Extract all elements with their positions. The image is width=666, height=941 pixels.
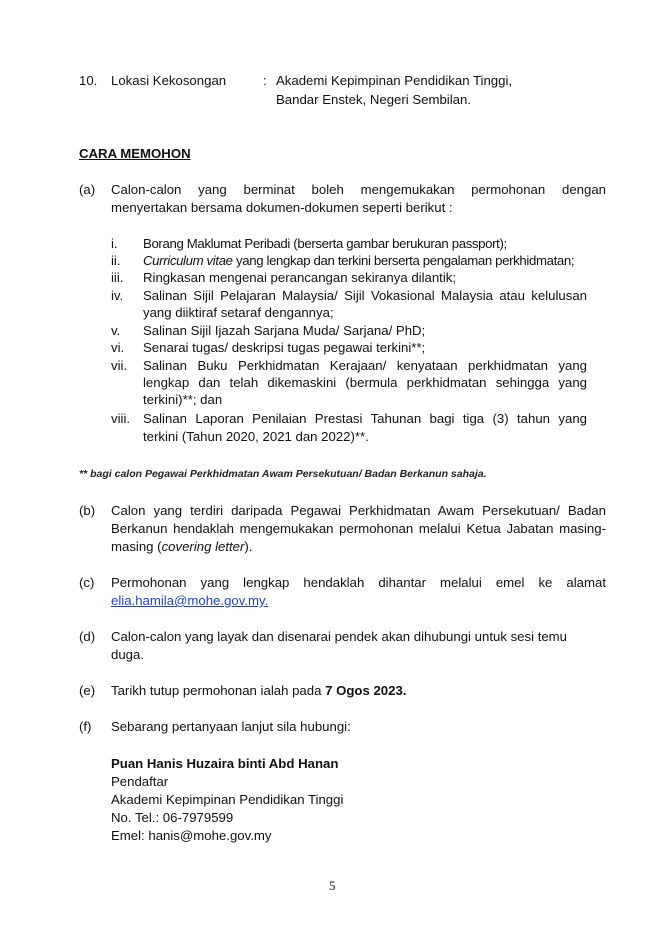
subitem-num: iii. xyxy=(111,270,124,285)
subitem-num: vi. xyxy=(111,340,125,355)
subitem-text: lengkap dan telah dikemaskini (bermula perkhidmatan sehingga yang xyxy=(143,375,587,390)
subitem-num: i. xyxy=(111,236,118,251)
item-a-line2: menyertakan bersama dokumen-dokumen seperti berikut : xyxy=(111,200,453,215)
subitem-italic: Curriculum vitae xyxy=(143,253,233,268)
subitem-text: Salinan Sijil Pelajaran Malaysia/ Sijil Vokasional Malaysia atau kelulusan xyxy=(143,288,587,303)
footnote xyxy=(79,466,487,483)
item-a-marker: (a) xyxy=(79,182,96,197)
subitem-rest: yang lengkap dan terkini berserta pengalaman perkhidmatan; xyxy=(232,253,575,268)
item-d-marker: (d) xyxy=(79,629,96,644)
subitem-text: Salinan Sijil Ijazah Sarjana Muda/ Sarjana/ PhD; xyxy=(143,323,426,338)
item-b-line1: Calon yang terdiri daripada Pegawai Perkhidmatan Awam Persekutuan/ Badan xyxy=(111,503,606,518)
item-a-line1: Calon-calon yang berminat boleh mengemukakan permohonan dengan xyxy=(111,182,606,197)
item-b-line2: Berkanun hendaklah mengemukakan permohonan melalui Ketua Jabatan masing- xyxy=(111,521,606,536)
subitem-text xyxy=(143,252,574,269)
subitem-num: iv. xyxy=(111,288,124,303)
item-c-line1: Permohonan yang lengkap hendaklah dihantar melalui emel ke alamat xyxy=(111,575,606,590)
subitem-text: terkini)**; dan xyxy=(143,392,223,407)
page-number: 5 xyxy=(329,878,336,893)
email-link[interactable]: elia.hamila@mohe.gov.my. xyxy=(111,593,269,608)
subitem-text: terkini (Tahun 2020, 2021 dan 2022)**. xyxy=(143,429,369,444)
item-d-line1: Calon-calon yang layak dan disenarai pendek akan dihubungi untuk sesi temu xyxy=(111,629,568,644)
footnote-text: bagi calon Pegawai Perkhidmatan Awam Persekutuan/ Badan Berkanun sahaja. xyxy=(90,468,487,480)
subitem-num: viii. xyxy=(111,411,131,426)
subitem-text: Ringkasan mengenai perancangan sekiranya dilantik; xyxy=(143,270,457,285)
section-number: 10. xyxy=(79,73,98,88)
contact-organization: Akademi Kepimpinan Pendidikan Tinggi xyxy=(111,792,344,807)
subitem-num: vii. xyxy=(111,358,128,373)
contact-email: Emel: hanis@mohe.gov.my xyxy=(111,828,272,843)
item-b-line3 xyxy=(111,538,252,555)
field-value-line1: Akademi Kepimpinan Pendidikan Tinggi, xyxy=(276,73,513,88)
item-d-line2: duga. xyxy=(111,647,145,662)
item-f-marker: (f) xyxy=(79,719,92,734)
footnote-mark: ** xyxy=(79,468,88,480)
item-c-marker: (c) xyxy=(79,575,95,590)
subitem-num: v. xyxy=(111,323,121,338)
subitem-text: Salinan Buku Perkhidmatan Kerajaan/ kenyataan perkhidmatan yang xyxy=(143,358,587,373)
field-colon: : xyxy=(263,73,267,88)
contact-position: Pendaftar xyxy=(111,774,169,789)
field-label: Lokasi Kekosongan xyxy=(111,73,227,88)
text: Tarikh tutup permohonan ialah pada xyxy=(111,683,326,698)
subitem-num: ii. xyxy=(111,253,121,268)
text: masing ( xyxy=(111,539,162,554)
closing-date: 7 Ogos 2023. xyxy=(325,683,407,698)
item-e-text xyxy=(111,682,406,699)
subitem-text: Borang Maklumat Peribadi (berserta gambar berukuran passport); xyxy=(143,236,507,251)
field-value-line2: Bandar Enstek, Negeri Sembilan. xyxy=(276,92,471,107)
item-f-text: Sebarang pertanyaan lanjut sila hubungi: xyxy=(111,719,351,734)
subitem-text: Salinan Laporan Penilaian Prestasi Tahunan bagi tiga (3) tahun yang xyxy=(143,411,587,426)
item-b-marker: (b) xyxy=(79,503,96,518)
contact-phone: No. Tel.: 06-7979599 xyxy=(111,810,234,825)
subitem-text: yang diiktiraf setaraf dengannya; xyxy=(143,305,334,320)
contact-name: Puan Hanis Huzaira binti Abd Hanan xyxy=(111,756,339,771)
section-heading: CARA MEMOHON xyxy=(79,146,191,161)
subitem-text: Senarai tugas/ deskripsi tugas pegawai terkini**; xyxy=(143,340,426,355)
text: ). xyxy=(244,539,253,554)
italic-text: covering letter xyxy=(161,539,245,554)
item-e-marker: (e) xyxy=(79,683,96,698)
